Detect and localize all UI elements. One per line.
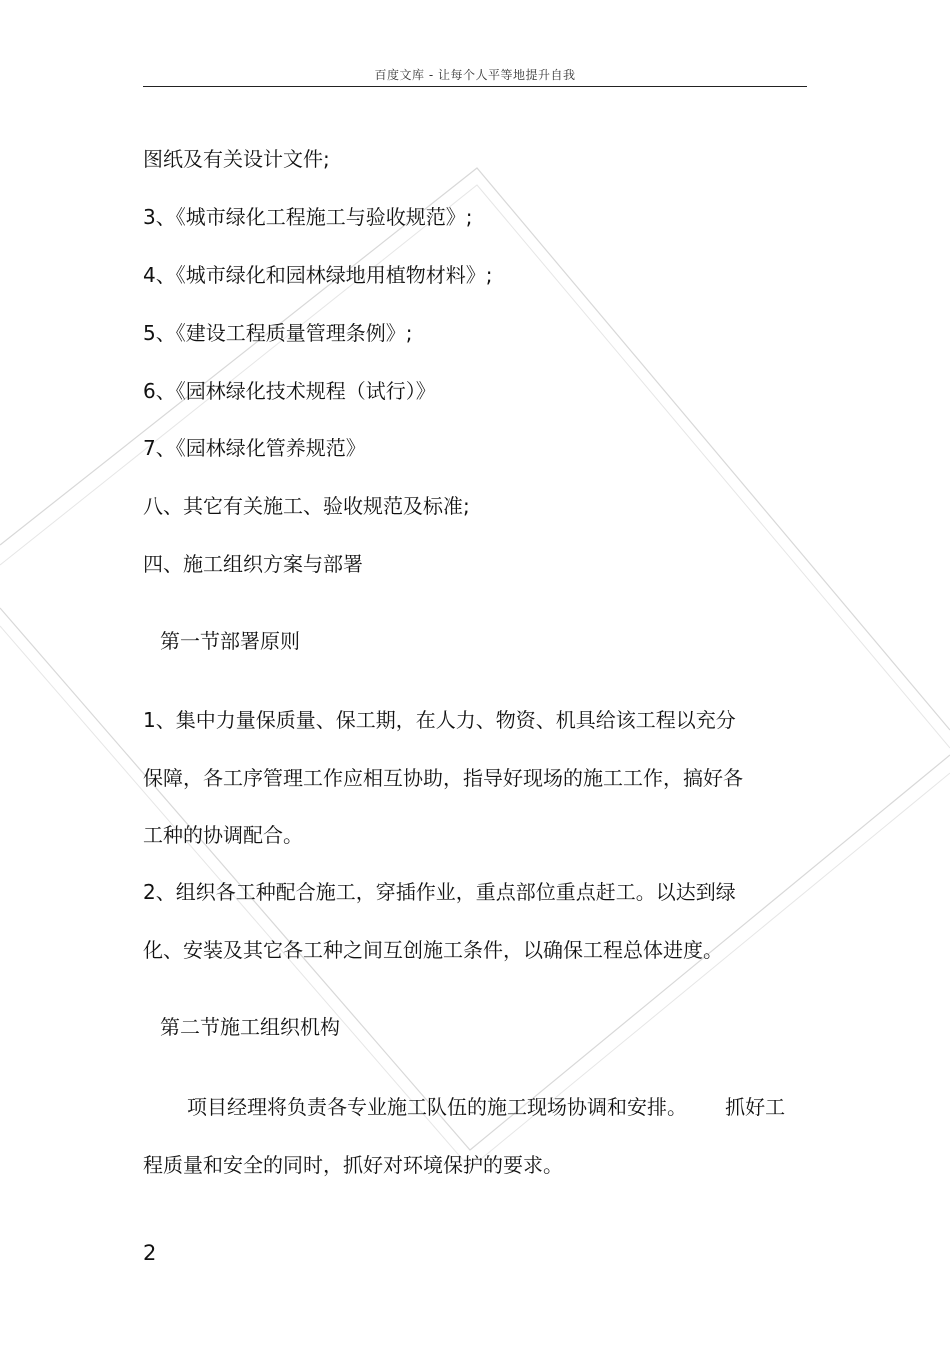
paragraph-line: 项目经理将负责各专业施工队伍的施工现场协调和安排。 抓好工	[187, 1095, 786, 1119]
text-line: 图纸及有关设计文件;	[143, 147, 330, 171]
page-number: 2	[143, 1241, 157, 1265]
reference-item-3: 3、《城市绿化工程施工与验收规范》;	[143, 205, 473, 229]
paragraph-line: 程质量和安全的同时，抓好对环境保护的要求。	[143, 1153, 563, 1177]
header-divider	[143, 86, 807, 87]
subsection-heading: 第二节施工组织机构	[160, 1015, 340, 1039]
reference-item-6: 6、《园林绿化技术规程（试行）》	[143, 379, 436, 403]
paragraph-line: 工种的协调配合。	[143, 823, 303, 847]
section-heading: 四、施工组织方案与部署	[143, 552, 363, 576]
paragraph-line: 1、集中力量保质量、保工期，在人力、物资、机具给该工程以充分	[143, 708, 736, 732]
reference-item-8: 八、其它有关施工、验收规范及标准;	[143, 494, 470, 518]
paragraph-line: 保障，各工序管理工作应相互协助，指导好现场的施工工作，搞好各	[143, 766, 743, 790]
reference-item-4: 4、《城市绿化和园林绿地用植物材料》;	[143, 263, 493, 287]
reference-item-7: 7、《园林绿化管养规范》	[143, 436, 366, 460]
reference-item-5: 5、《建设工程质量管理条例》;	[143, 321, 413, 345]
paragraph-line: 化、安装及其它各工种之间互创施工条件，以确保工程总体进度。	[143, 938, 723, 962]
page-header: 百度文库 - 让每个人平等地提升自我	[374, 68, 576, 82]
paragraph-line: 2、组织各工种配合施工，穿插作业，重点部位重点赶工。以达到绿	[143, 880, 736, 904]
subsection-heading: 第一节部署原则	[160, 629, 300, 653]
